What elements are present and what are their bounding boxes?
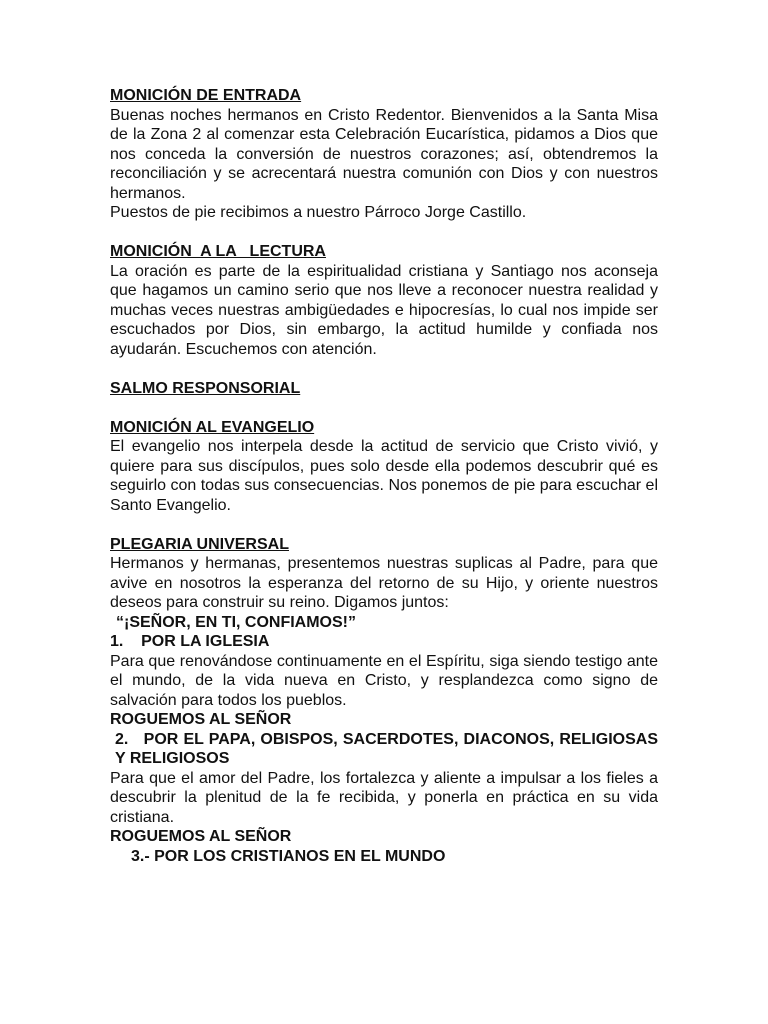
heading-plegaria-universal: PLEGARIA UNIVERSAL [110, 535, 289, 553]
spacer [110, 515, 658, 535]
spacer [110, 398, 658, 418]
heading-salmo-responsorial: SALMO RESPONSORIAL [110, 379, 301, 397]
paragraph-monicion-entrada: Buenas noches hermanos en Cristo Redentor. Bienvenidos a la Santa Misa de la Zona 2 al comenzar esta Celebración Eucarística, pidamos a Dios que nos conceda la conversión de nuestros corazones; así, obtendremos la reconciliación y se acrecentará nuestra comunión con Dios y con nuestros hermanos. [110, 106, 658, 202]
response-invocation: “¡SEÑOR, EN TI, CONFIAMOS!” [116, 613, 356, 631]
paragraph-monicion-lectura: La oración es parte de la espiritualidad cristiana y Santiago nos aconseja que hagamos un camino serio que nos lleve a reconocer nuestra realidad y muchas veces nuestras ambigüedades e hipocresías, lo cual nos impide ser escuchados por Dios, sin embargo, la actitud humilde y confiada nos ayudarán. Escuchemos con atención. [110, 262, 658, 358]
spacer [110, 223, 658, 243]
heading-monicion-evangelio: MONICIÓN AL EVANGELIO [110, 418, 315, 436]
document-content [110, 86, 663, 866]
petition-title-3: 3.- POR LOS CRISTIANOS EN EL MUNDO [131, 847, 446, 865]
petition-body-2: Para que el amor del Padre, los fortalezca y aliente a impulsar a los fieles a descubrir la plenitud de la fe recibida, y ponerla en práctica en su vida cristiana. [110, 769, 658, 826]
note-recibimiento-parroco: Puestos de pie recibimos a nuestro Párroco Jorge Castillo. [110, 204, 527, 221]
petition-body-1: Para que renovándose continuamente en el Espíritu, siga siendo testigo ante el mundo, de la vida nueva en Cristo, y resplandezca como signo de salvación para todos los pueblos. [110, 652, 658, 709]
heading-monicion-lectura: MONICIÓN A LA LECTURA [110, 243, 326, 260]
petition-closing-2: ROGUEMOS AL SEÑOR [110, 828, 292, 845]
paragraph-plegaria-intro: Hermanos y hermanas, presentemos nuestras suplicas al Padre, para que avive en nosotros la esperanza del retorno de su Hijo, y oriente nuestros deseos para construir su reino. Digamos juntos: [110, 555, 658, 611]
spacer [110, 359, 658, 379]
paragraph-monicion-evangelio: El evangelio nos interpela desde la actitud de servicio que Cristo vivió, y quiere para sus discípulos, pues solo desde ella podemos descubrir qué es seguirlo con todas sus consecuencias. Nos ponemos de pie para escuchar el Santo Evangelio. [110, 438, 658, 514]
petition-title-2: 2. POR EL PAPA, OBISPOS, SACERDOTES, DIACONOS, RELIGIOSAS Y RELIGIOSOS [115, 730, 663, 767]
petition-closing-1: ROGUEMOS AL SEÑOR [110, 711, 292, 728]
heading-monicion-entrada: MONICIÓN DE ENTRADA [110, 87, 302, 104]
petition-title-1: 1. POR LA IGLESIA [110, 633, 270, 650]
